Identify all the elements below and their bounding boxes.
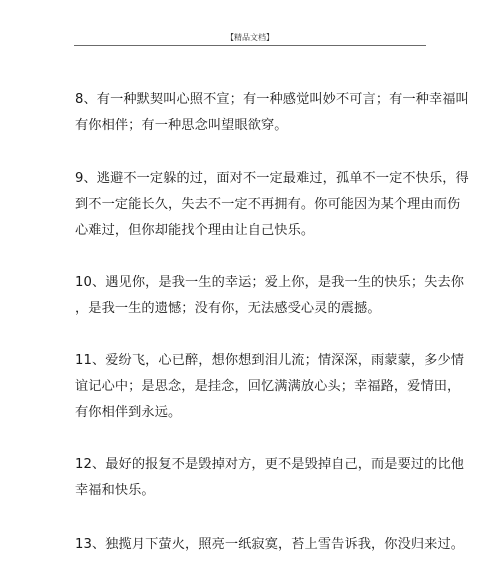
- paragraph-line: 11、爱纷飞，心已醉，想你想到泪儿流；情深深，雨蒙蒙，多少情: [75, 353, 465, 368]
- paragraph-12: [75, 452, 465, 504]
- paragraph-line: 13、独揽月下萤火，照亮一纸寂寞，苔上雪告诉我，你没归来过。: [75, 537, 465, 552]
- paragraph-line: 谊记心中；是思念，是挂念，回忆满满放心头；幸福路，爱情田，: [75, 379, 461, 394]
- document-header: 【精品文档】: [226, 33, 274, 42]
- paragraph-line: 8、有一种默契叫心照不宣；有一种感觉叫妙不可言；有一种幸福叫: [75, 92, 469, 107]
- paragraph-line: 9、逃避不一定躲的过，面对不一定最难过，孤单不一定不快乐，得: [75, 171, 469, 186]
- paragraph-line: 有你相伴；有一种思念叫望眼欲穿。: [75, 118, 288, 133]
- paragraph-line: 10、遇见你，是我一生的幸运；爱上你，是我一生的快乐；失去你: [75, 275, 465, 290]
- paragraph-line: 到不一定能长久，失去不一定不再拥有。你可能因为某个理由而伤: [75, 197, 461, 212]
- header-divider: [74, 45, 426, 46]
- paragraph-8: [75, 87, 469, 139]
- paragraph-13: [75, 532, 465, 558]
- paragraph-line: 幸福和快乐。: [75, 483, 155, 498]
- paragraph-line: 12、最好的报复不是毁掉对方，更不是毁掉自己，而是要过的比他: [75, 457, 465, 472]
- paragraph-11: [75, 348, 465, 426]
- paragraph-line: 心难过，但你却能找个理由让自己快乐。: [75, 223, 315, 238]
- paragraph-9: [75, 166, 469, 244]
- paragraph-line: 有你相伴到永远。: [75, 405, 182, 420]
- paragraph-line: ，是我一生的遗憾；没有你，无法感受心灵的震撼。: [75, 301, 381, 316]
- paragraph-10: [75, 270, 465, 322]
